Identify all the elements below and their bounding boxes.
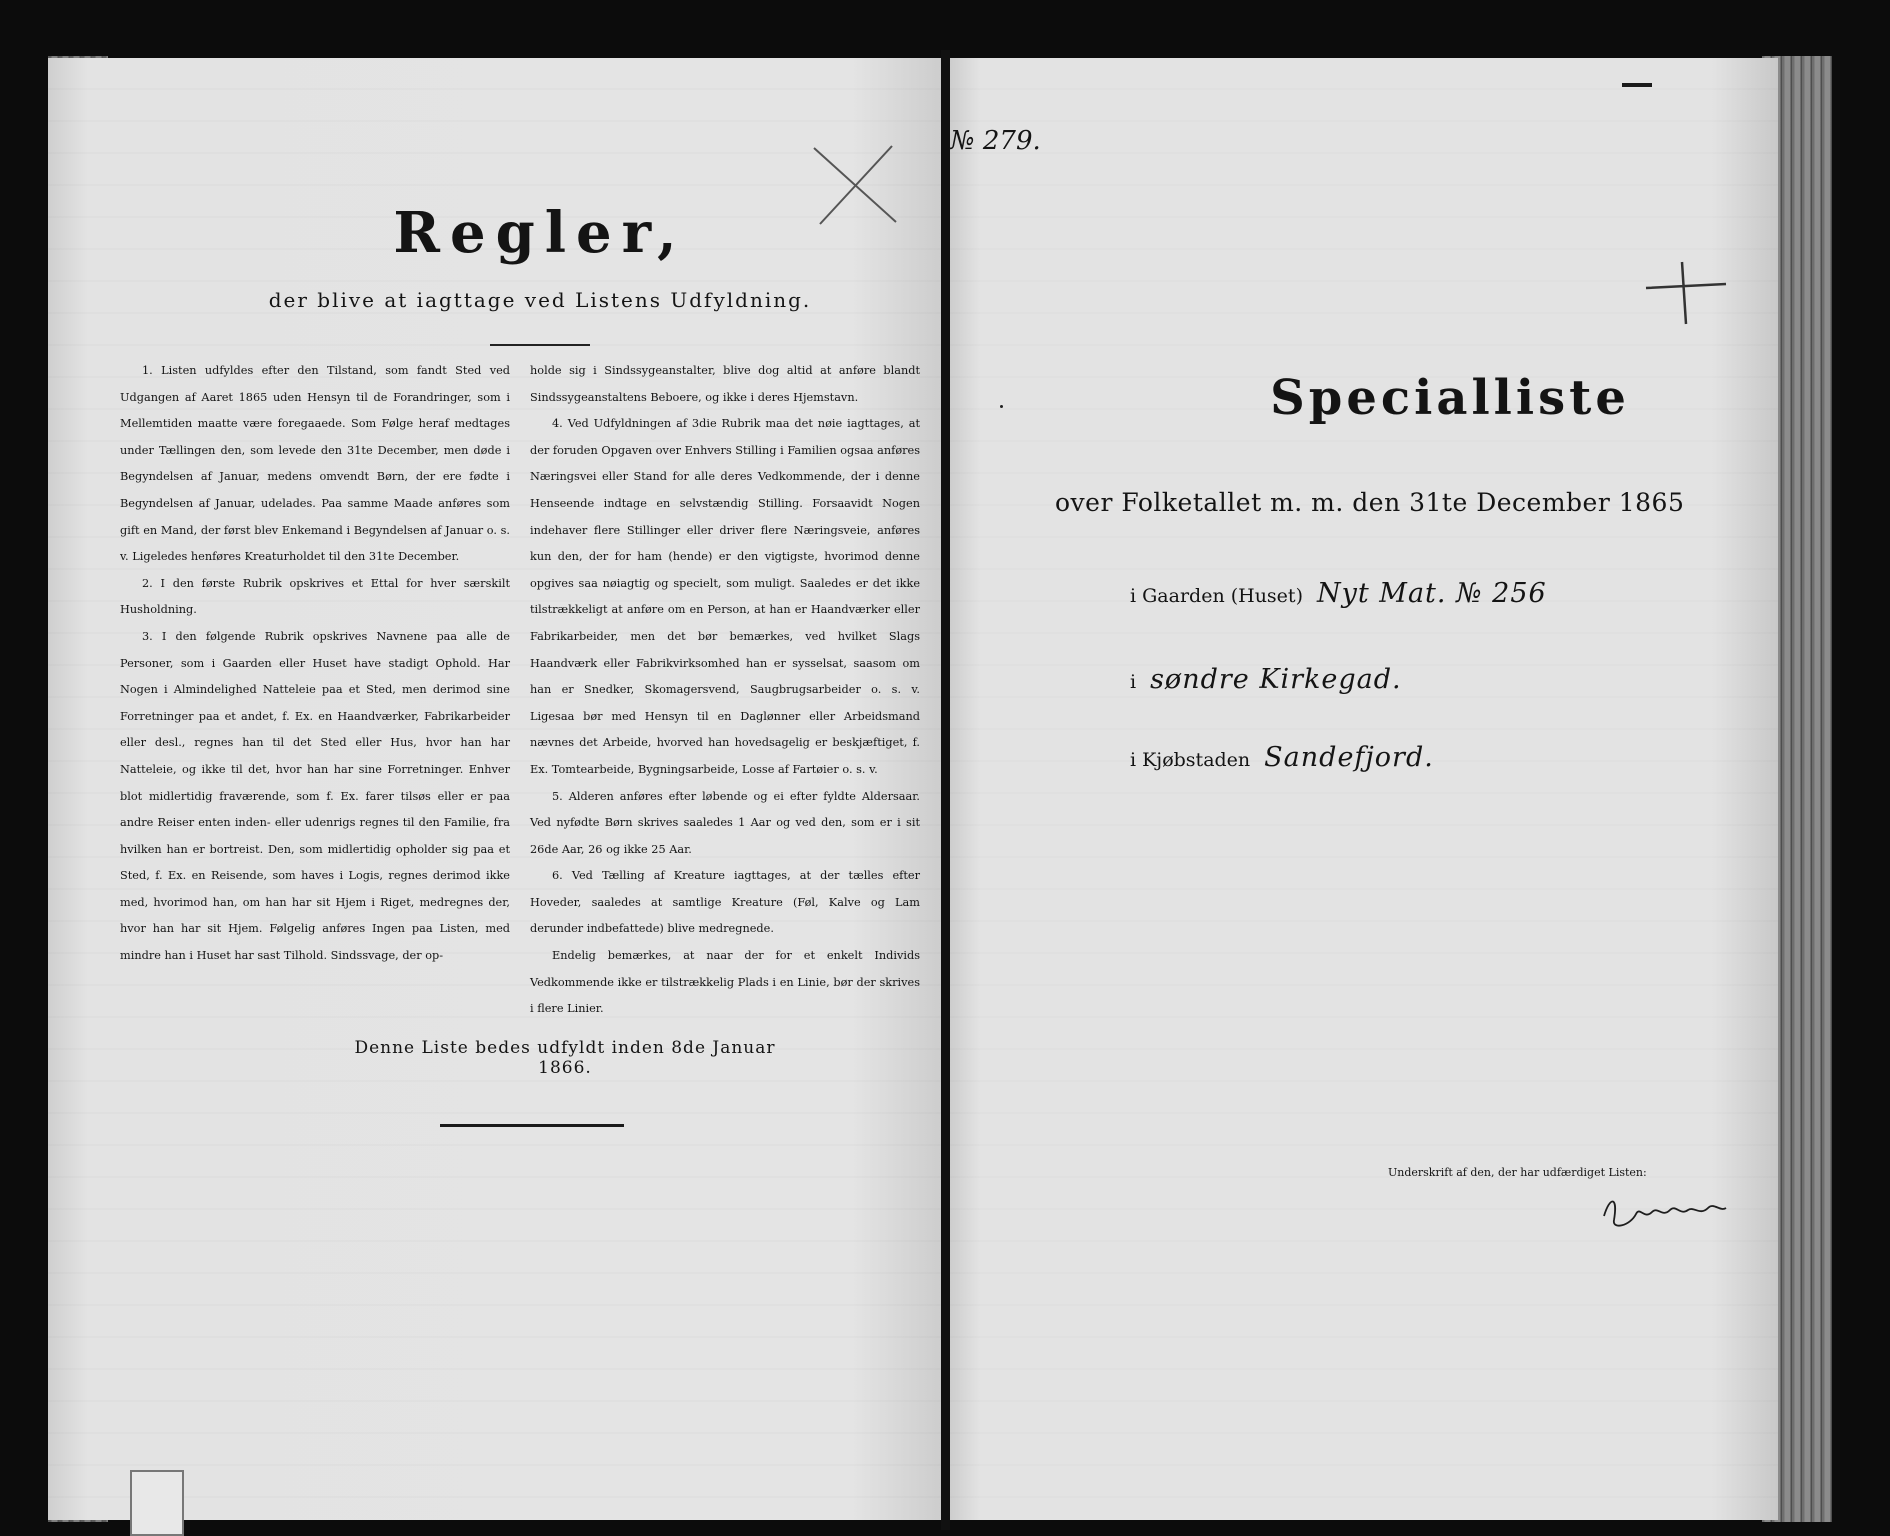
field-town [1130,742,1434,773]
rule-paragraph: 1. Listen udfyldes efter den Tilstand, som fandt Sted ved Udgangen af Aaret 1865 uden Hensyn til de Forandringer, som i Mellemtiden maatte være foregaaede. Som Følge heraf medtages under Tællingen den, som levede den 31te December, men døde i Begyndelsen af Januar, medens omvendt Børn, der ere fødte i Begyndelsen af Januar, udelades. Paa samme Maade anføres som gift en Mand, der først blev Enkemand i Begyndelsen af Januar o. s. v. Ligeledes henføres Kreaturholdet til den 31te December. [120,364,510,564]
rules-column-2 [530,358,920,1023]
divider [490,344,590,346]
handwritten-signature [1600,1186,1730,1236]
handwritten-value: søndre Kirkegad. [1150,664,1402,695]
census-date-line: over Folketallet m. m. den 31te December 1865 [1055,488,1685,517]
field-label: i [1130,671,1137,693]
rules-title: Regler, [393,200,687,266]
rules-subtitle: der blive at iagttage ved Listens Udfyldning. [268,288,812,312]
document-title: Specialliste [1270,370,1630,426]
archive-stamp [130,1470,184,1536]
rule-paragraph: 4. Ved Udfyldningen af 3die Rubrik maa det nøie iagttages, at der foruden Opgaven over Enhvers Stilling i Familien ogsaa anføres Næringsvei eller Stand for alle deres Vedkommende, der i denne Henseende indtage en selvstændig Stilling. Forsaavidt Nogen indehaver flere Stillinger eller driver flere Næringsveie, anføres kun den, der for ham (hende) er den vigtigste, hvorimod denne opgives saa nøiagtig og specielt, som muligt. Saaledes er det ikke tilstrækkeligt at anføre om en Person, at han er Haandværker eller Fabrikarbeider, men det bør bemærkes, ved hvilket Slags Haandværk eller Fabrikvirksomhed han er sysselsat, saasom om han er Snedker, Skomagersvend, Saugbrugsarbeider o. s. v. Ligesaa bør med Hensyn til en Daglønner eller Arbeidsmand nævnes det Arbeide, hvorved han hovedsagelig er beskjæftiget, f. Ex. Tomtearbeide, Bygningsarbeide, Losse af Fartøier o. s. v. [530,417,920,776]
handwritten-value: Nyt Mat. № 256 [1316,578,1547,609]
rule-paragraph: 2. I den første Rubrik opskrives et Ettal for hver særskilt Husholdning. [120,576,510,617]
pencil-x-mark [806,140,906,230]
field-farm-house [1130,578,1547,609]
rule-paragraph: 5. Alderen anføres efter løbende og ei efter fyldte Aldersaar. Ved nyfødte Børn skrives saaledes 1 Aar og ved den, som er i sit 26de Aar, 26 og ikke 25 Aar. [530,789,920,856]
deadline-notice: Denne Liste bedes udfyldt inden 8de Januar 1866. [354,1038,776,1078]
book-gutter [941,50,950,1530]
pencil-cross-mark [1640,258,1730,328]
signature-label: Underskrift af den, der har udfærdiget Listen: [1388,1166,1647,1179]
list-number: № 279. [950,126,1041,156]
divider [440,1124,624,1127]
rule-paragraph: holde sig i Sindssygeanstalter, blive dog altid at anføre blandt Sindssygeanstaltens Beboere, og ikke i deres Hjemstavn. [530,364,920,404]
rule-paragraph: 3. I den følgende Rubrik opskrives Navnene paa alle de Personer, som i Gaarden eller Huset have stadigt Ophold. Har Nogen i Almindelighed Natteleie paa et Sted, men derimod sine Forretninger paa et andet, f. Ex. en Haandværker, Fabrikarbeider eller desl., regnes han til det Sted eller Hus, hvor han har Natteleie, og ikke til det, hvor han har sine Forretninger. Enhver blot midlertidig fraværende, som f. Ex. farer tilsøs eller er paa andre Reiser enten inden- eller udenrigs regnes til den Familie, fra hvilken han er bortreist. Den, som midlertidig opholder sig paa et Sted, f. Ex. en Reisende, som haves i Logis, regnes derimod ikke med, hvorimod han, om han har sit Hjem i Riget, medregnes der, hvor han har sit Hjem. Følgelig anføres Ingen paa Listen, med mindre han i Huset har sast Tilhold. Sindssvage, der op- [120,629,510,963]
rules-column-1 [120,358,510,970]
ink-dot [1000,405,1003,408]
field-label: i Gaarden (Huset) [1130,585,1303,607]
field-street [1130,664,1402,695]
field-label: i Kjøbstaden [1130,749,1251,771]
pencil-dash-mark [1622,83,1652,87]
rule-paragraph: 6. Ved Tælling af Kreature iagttages, at der tælles efter Hoveder, saaledes at samtlige Kreature (Føl, Kalve og Lam derunder indbefattede) blive medregnede. [530,869,920,936]
rule-paragraph: Endelig bemærkes, at naar der for et enkelt Individs Vedkommende ikke er tilstrækkelig Plads i en Linie, bør der skrives i flere Linier. [530,949,920,1016]
handwritten-value: Sandefjord. [1264,742,1434,773]
